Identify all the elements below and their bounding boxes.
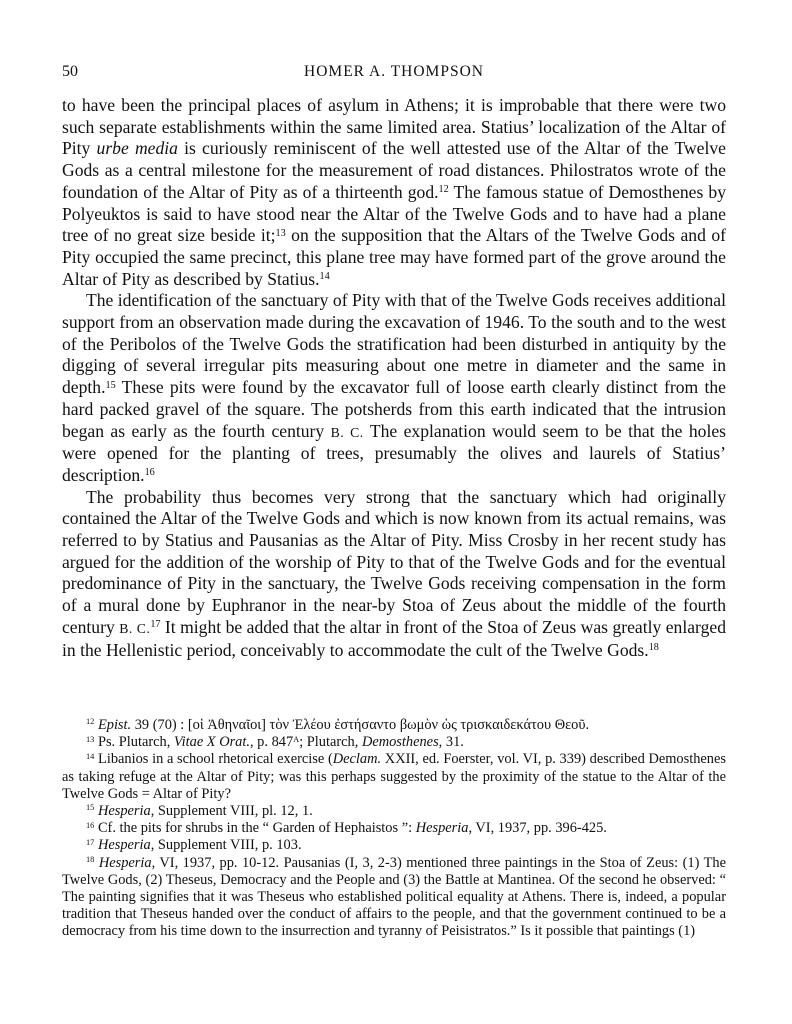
italic-title: Declam.: [332, 751, 382, 768]
italic-title: Hesperia: [415, 820, 469, 837]
footnote-text: , p. 847: [249, 734, 294, 751]
footnote-15: [62, 803, 726, 820]
footnote-text: , VI, 1937, pp. 396-425.: [468, 820, 607, 837]
text-run: The probability thus becomes very strong that the sanctuary which had originally contained the Altar of the Twelve Gods and which is now known from its actual remains, was referred to by Statius and Pausanias as the Altar of Pity. Miss Crosby in her recent study has argued for the addition of the worship of Pity to that of the Twelve Gods and for the eventual predominance of Pity in the sanctuary, the Twelve Gods receiving compensation in the form of a mural done by Euphranor in the near-by Stoa of Zeus about the middle of the fourth century: [62, 486, 726, 637]
footnote-number: 14: [86, 751, 95, 761]
superscript-letter: A: [293, 734, 300, 744]
footnote-12: [62, 717, 726, 734]
footnote-text: Libanios in a school rhetorical exercise (: [98, 751, 333, 768]
italic-title: Hesperia: [98, 854, 152, 871]
text-run: The famous statue of Demosthenes by Polyeuktos is said to have stood near the Altar of the Twelve Gods and to have had a plane tree of no great size beside it;: [62, 181, 726, 246]
footnote-number: 13: [86, 734, 95, 744]
italic-title: Demosthenes: [361, 734, 439, 751]
footnote-ref-16[interactable]: 16: [144, 467, 155, 479]
footnote-number: 15: [86, 803, 95, 813]
italic-title: Hesperia: [97, 837, 151, 854]
footnote-ref-14[interactable]: 14: [319, 271, 330, 283]
running-head: HOMER A. THOMPSON: [304, 63, 484, 80]
italic-phrase: urbe media: [96, 138, 178, 159]
footnote-text: , Supplement VIII, pl. 12, 1.: [150, 803, 313, 820]
text-run: on the supposition that the Altars of the Twelve Gods and of Pity occupied the same precinct, this plane tree may have formed part of the grove around the Altar of Pity as described by Statius.: [62, 225, 726, 289]
footnote-ref-15[interactable]: 15: [105, 379, 116, 391]
footnote-text: 39 (70) : [οἱ Ἀθηναῖοι] τὸν Ἐλέου ἐστήσαντο βωμὸν ὡς τρισκαιδεκάτου Θεοῦ.: [131, 717, 590, 733]
footnote-text: , 31.: [438, 734, 464, 751]
footnote-17: [62, 837, 726, 854]
footnote-ref-12[interactable]: 12: [438, 184, 449, 196]
text-run: It might be added that the altar in front of the Stoa of Zeus was greatly enlarged in the Hellenistic period, conceivably to accommodate the cult of the Twelve Gods.: [62, 616, 726, 660]
small-caps-era: B. C.: [330, 424, 364, 440]
italic-title: Epist.: [97, 717, 132, 733]
footnote-number: 12: [86, 717, 95, 727]
text-run: to have been the principal places of asylum in Athens; it is improbable that there were two such separate establishments within the same limited area. Statius’ localization of the Altar of Pity: [62, 95, 726, 159]
footnote-16: [62, 820, 726, 837]
footnote-14: [62, 751, 726, 803]
page-number: 50: [62, 63, 78, 80]
footnote-text: XXII, ed. Foerster, vol. VI, p. 339) described Demosthenes as taking refuge at the Altar of Pity; was this perhaps suggested by the proximity of the statue to the Altar of the Twelve Gods = Altar of Pity?: [62, 751, 726, 802]
footnotes: [62, 717, 726, 941]
paragraph-3: [62, 487, 726, 662]
text-run: These pits were found by the excavator full of loose earth clearly distinct from the hard packed gravel of the square. The potsherds from this earth indicated that the intrusion began as early as the fourth century: [62, 377, 726, 441]
footnote-text: , Supplement VIII, p. 103.: [150, 837, 302, 854]
footnote-text: ; Plutarch,: [299, 734, 362, 751]
footnote-18: [62, 855, 726, 941]
footnote-ref-17[interactable]: 17: [150, 619, 161, 631]
page-header: [62, 63, 726, 85]
footnote-ref-13[interactable]: 13: [275, 227, 286, 239]
main-text: [62, 95, 726, 661]
footnote-text: Ps. Plutarch,: [97, 734, 174, 751]
paragraph-1: [62, 95, 726, 290]
text-run: is curiously reminiscent of the well attested use of the Altar of the Twelve Gods as a central milestone for the measurement of road distances. Philostratos wrote of the foundation of the Altar of Pity as of a thirteenth god.: [62, 138, 726, 202]
footnote-number: 17: [86, 837, 95, 847]
footnote-ref-18[interactable]: 18: [648, 641, 659, 653]
footnote-number: 16: [86, 820, 95, 830]
small-caps-era: B. C.: [119, 620, 151, 636]
italic-title: Vitae X Orat.: [173, 734, 250, 751]
footnote-text: Cf. the pits for shrubs in the “ Garden of Hephaistos ”:: [97, 820, 416, 837]
text-run: The identification of the sanctuary of Pity with that of the Twelve Gods receives additional support from an observation made during the excavation of 1946. To the south and to the west of the Peribolos of the Twelve Gods the stratification had been disturbed in antiquity by the digging of several irregular pits measuring about one metre in diameter and the same in depth.: [62, 290, 726, 398]
text-run: The explanation would seem to be that the holes were opened for the planting of trees, presumably the olives and laurels of Statius’ description.: [62, 420, 726, 485]
italic-title: Hesperia: [97, 803, 151, 820]
footnote-number: 18: [86, 855, 95, 865]
paragraph-2: [62, 290, 726, 486]
footnote-13: [62, 734, 726, 751]
footnote-text: , VI, 1937, pp. 10-12. Pausanias (I, 3, 2-3) mentioned three paintings in the Stoa of Zeus: (1) The Twelve Gods, (2) Theseus, Democracy and the People and (3) the Battle at Mantinea. Of the second he observed: “ The painting signifies that it was Theseus who established political equality at Athens. There is, indeed, a popular tradition that Theseus handed over the conduct of affairs to the people, and that the government continued to be a democracy from his time down to the insurrection and tyranny of Peisistratos.” Is it possible that paintings (1): [62, 854, 726, 940]
